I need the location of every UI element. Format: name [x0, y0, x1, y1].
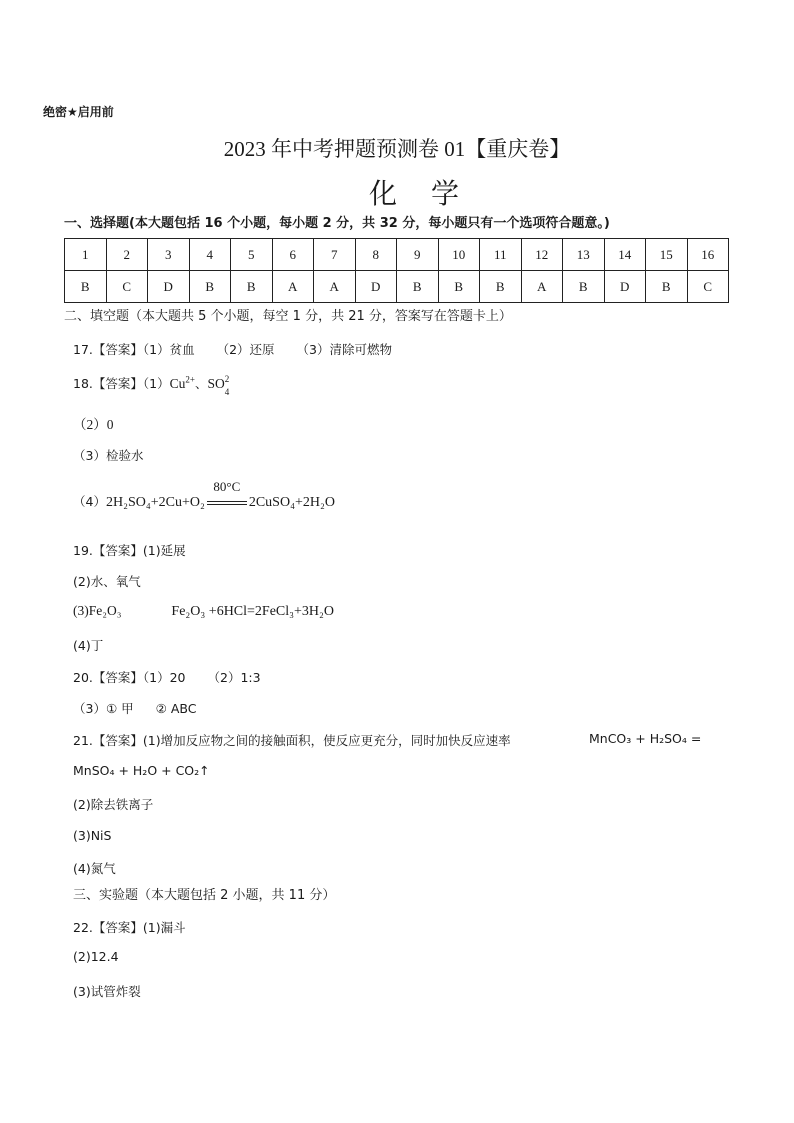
- q18-label: 18.【答案】: [73, 376, 143, 391]
- q19-part4: (4)丁: [73, 638, 104, 653]
- q19-answer: [73, 541, 186, 559]
- q22-part3: (3)试管炸裂: [73, 984, 141, 999]
- q19-part3-formula: Fe₂O₃: [88, 603, 122, 618]
- q18-ion-cu: Cu: [169, 376, 186, 391]
- answer-table-number-cell: 15: [646, 239, 688, 271]
- answer-table-answer-cell: B: [438, 271, 480, 303]
- answer-table-number-cell: 7: [314, 239, 356, 271]
- q21-part3: (3)NiS: [73, 828, 112, 843]
- q19-part3-prefix: (3): [73, 603, 89, 618]
- answer-table-answer-cell: A: [521, 271, 563, 303]
- answer-table: [64, 238, 729, 303]
- q18-eq-left: 2H₂SO₄+2Cu+O₂: [105, 495, 205, 510]
- section1-heading: 一、选择题(本大题包括 16 个小题，每小题 2 分，共 32 分，每小题只有一个选项符合题意。): [64, 216, 610, 231]
- q21-part2: (2)除去铁离子: [73, 797, 154, 812]
- q17-part2: （2）还原: [216, 342, 275, 357]
- answer-table-number-cell: 8: [355, 239, 397, 271]
- q18-part4-prefix: （4）: [73, 494, 106, 509]
- answer-table-answer-cell: B: [65, 271, 107, 303]
- answer-table-numbers-row: [65, 239, 729, 271]
- answer-table-answer-cell: A: [272, 271, 314, 303]
- q21-eq-a: MnCO₃ + H₂SO₄ =: [589, 731, 702, 746]
- answer-table-number-cell: 10: [438, 239, 480, 271]
- q17-answer: [73, 340, 392, 358]
- q17-label: 17.【答案】: [73, 342, 143, 357]
- q18-ion-so4: SO: [207, 376, 225, 391]
- answer-table-answer-cell: B: [646, 271, 688, 303]
- q21-part4: (4)氮气: [73, 861, 116, 876]
- q18-part2: （2）0: [73, 417, 114, 432]
- q19-part3: [73, 603, 334, 620]
- answer-table-number-cell: 9: [397, 239, 439, 271]
- answer-table-number-cell: 5: [231, 239, 273, 271]
- answer-table-number-cell: 12: [521, 239, 563, 271]
- answer-table-answer-cell: B: [397, 271, 439, 303]
- section3-heading: 三、实验题（本大题包括 2 小题，共 11 分）: [73, 888, 336, 903]
- answer-table-answer-cell: C: [106, 271, 148, 303]
- answer-table-number-cell: 11: [480, 239, 522, 271]
- q22-answer: [73, 918, 186, 936]
- q18-eq-right: 2CuSO₄+2H₂O: [248, 495, 335, 510]
- q18-part3: （3）检验水: [73, 448, 144, 463]
- answer-table-number-cell: 14: [604, 239, 646, 271]
- q17-part3: （3）清除可燃物: [296, 342, 393, 357]
- q21-answer: [73, 731, 511, 749]
- answer-table-answer-cell: A: [314, 271, 356, 303]
- answer-table-answer-cell: D: [148, 271, 190, 303]
- q18-part4: [73, 479, 335, 511]
- answer-table-number-cell: 13: [563, 239, 605, 271]
- q21-label: 21.【答案】: [73, 733, 143, 748]
- confidential-label: 绝密★启用前: [43, 105, 114, 119]
- q18-eq-condition-sign: [207, 479, 247, 510]
- q20-part3-line: [73, 699, 196, 717]
- answer-table-number-cell: 3: [148, 239, 190, 271]
- q18-eq-condition: 80°C: [213, 479, 241, 494]
- q20-part3: （3）① 甲: [73, 701, 134, 716]
- q18-part1-prefix: （1）: [142, 376, 170, 391]
- q20-answer: [73, 668, 261, 686]
- q19-part1: (1)延展: [142, 543, 186, 558]
- q19-part2: (2)水、氧气: [73, 574, 141, 589]
- answer-table-answer-cell: B: [189, 271, 231, 303]
- answer-table-answer-cell: D: [355, 271, 397, 303]
- q18-separator: 、: [194, 376, 208, 391]
- q18-answer: 18.【答案】$(1)Cu^{2+}$、SO 2 4: [73, 374, 230, 397]
- answer-table-answer-cell: B: [231, 271, 273, 303]
- answer-table-number-cell: 2: [106, 239, 148, 271]
- answer-table-answers-row: [65, 271, 729, 303]
- answer-table-number-cell: 16: [687, 239, 729, 271]
- q20-part1: （1）20: [142, 670, 186, 685]
- q22-part1: (1)漏斗: [142, 920, 186, 935]
- section2-heading: 二、填空题（本大题共 5 个小题，每空 1 分，共 21 分，答案写在答题卡上）: [64, 309, 512, 324]
- q18-ion-cu-charge: 2+: [185, 374, 195, 385]
- answer-table-number-cell: 1: [65, 239, 107, 271]
- page-title: 2023 年中考押题预测卷 01【重庆卷】: [223, 137, 571, 161]
- subject-title: 化学: [368, 177, 493, 210]
- q20-label: 20.【答案】: [73, 670, 143, 685]
- q17-part1: （1）贫血: [142, 342, 195, 357]
- answer-table-number-cell: 4: [189, 239, 231, 271]
- answer-table-answer-cell: B: [480, 271, 522, 303]
- q19-part3-equation: Fe₂O₃ +6HCl=2FeCl₃+3H₂O: [171, 604, 335, 619]
- q19-label: 19.【答案】: [73, 543, 143, 558]
- q21-part1: (1)增加反应物之间的接触面积，使反应更充分，同时加快反应速率: [142, 733, 511, 748]
- answer-table-answer-cell: D: [604, 271, 646, 303]
- q22-label: 22.【答案】: [73, 920, 143, 935]
- q22-part2: (2)12.4: [73, 949, 119, 964]
- q20-part3b: ② ABC: [155, 701, 197, 716]
- answer-table-number-cell: 6: [272, 239, 314, 271]
- answer-table-answer-cell: B: [563, 271, 605, 303]
- q21-eq-b: MnSO₄ + H₂O + CO₂↑: [73, 763, 210, 778]
- answer-table-answer-cell: C: [687, 271, 729, 303]
- q20-part2: （2）1:3: [207, 670, 261, 685]
